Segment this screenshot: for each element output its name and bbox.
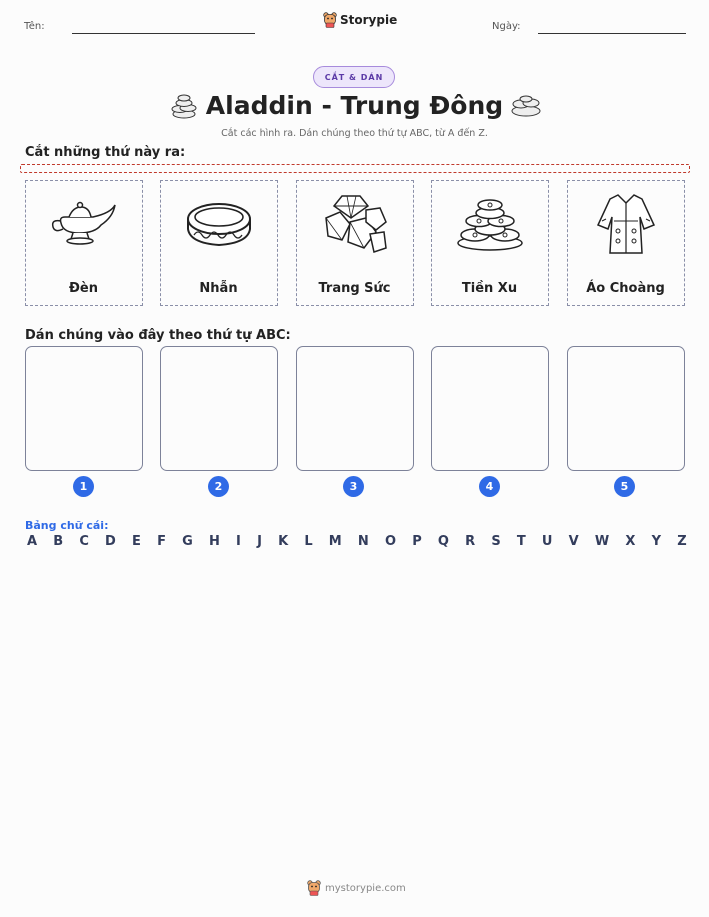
footer-url: mystorypie.com (325, 882, 406, 894)
alphabet-letter: O (384, 534, 397, 549)
slot-number: 5 (614, 476, 635, 497)
slot-number: 2 (208, 476, 229, 497)
date-line (538, 33, 686, 34)
alphabet-letter: I (236, 534, 241, 549)
alphabet-letter: C (79, 534, 89, 549)
name-line (72, 33, 255, 34)
alphabet-letter: Q (437, 534, 449, 549)
lamp-icon (49, 197, 119, 251)
card-label: Tiền Xu (461, 281, 518, 296)
alphabet-row (27, 534, 687, 549)
alphabet-letter: H (208, 534, 220, 549)
cut-line (20, 164, 690, 173)
slot-number: 4 (479, 476, 500, 497)
alphabet-letter: D (105, 534, 116, 549)
coin-stack-icon (509, 93, 543, 117)
alphabet-letter: Z (677, 534, 687, 549)
slot-number: 3 (343, 476, 364, 497)
card-label: Trang Sức (318, 281, 391, 296)
paste-box-4[interactable] (431, 346, 549, 471)
alphabet-letter: W (594, 534, 610, 549)
alphabet-letter: Y (651, 534, 662, 549)
cut-card-ring[interactable] (160, 180, 278, 306)
alphabet-letter: M (328, 534, 342, 549)
paste-section-label: Dán chúng vào đây theo thứ tự ABC: (25, 328, 291, 343)
card-label: Áo Choàng (586, 281, 665, 296)
alphabet-letter: A (27, 534, 38, 549)
paste-box-5[interactable] (567, 346, 685, 471)
page-title: Aladdin - Trung Đông (205, 91, 504, 120)
bear-icon (307, 880, 321, 896)
cut-card-coins[interactable] (431, 180, 549, 306)
bear-icon (323, 12, 337, 28)
brand-name: Storypie (340, 13, 398, 27)
alphabet-letter: J (257, 534, 262, 549)
alphabet-title: Bảng chữ cái: (25, 519, 109, 532)
ring-icon (184, 197, 254, 251)
card-label: Đèn (69, 281, 98, 296)
alphabet-letter: S (491, 534, 501, 549)
alphabet-letter: U (541, 534, 553, 549)
cut-card-lamp[interactable] (25, 180, 143, 306)
activity-badge: CẮT & DÁN (313, 66, 395, 88)
alphabet-letter: T (516, 534, 526, 549)
card-label: Nhẫn (199, 281, 238, 296)
footer (307, 880, 406, 896)
paste-box-2[interactable] (160, 346, 278, 471)
slot-number: 1 (73, 476, 94, 497)
jewels-icon (320, 192, 390, 256)
cut-section-label: Cắt những thứ này ra: (25, 145, 186, 160)
cut-card-robe[interactable] (567, 180, 685, 306)
cut-card-jewels[interactable] (296, 180, 414, 306)
instructions: Cắt các hình ra. Dán chúng theo thứ tự ABC, từ A đến Z. (221, 128, 488, 139)
alphabet-letter: K (278, 534, 289, 549)
alphabet-letter: N (357, 534, 369, 549)
alphabet-letter: L (304, 534, 313, 549)
alphabet-letter: F (157, 534, 166, 549)
alphabet-letter: X (625, 534, 636, 549)
paste-box-3[interactable] (296, 346, 414, 471)
alphabet-letter: R (465, 534, 476, 549)
brand-logo (323, 12, 397, 28)
alphabet-letter: V (568, 534, 579, 549)
robe-icon (596, 191, 656, 257)
date-label: Ngày: (492, 21, 521, 32)
alphabet-letter: G (182, 534, 193, 549)
name-label: Tên: (24, 21, 45, 32)
paste-box-1[interactable] (25, 346, 143, 471)
alphabet-letter: B (53, 534, 64, 549)
alphabet-letter: P (412, 534, 422, 549)
alphabet-letter: E (132, 534, 141, 549)
coins-icon (455, 195, 525, 253)
